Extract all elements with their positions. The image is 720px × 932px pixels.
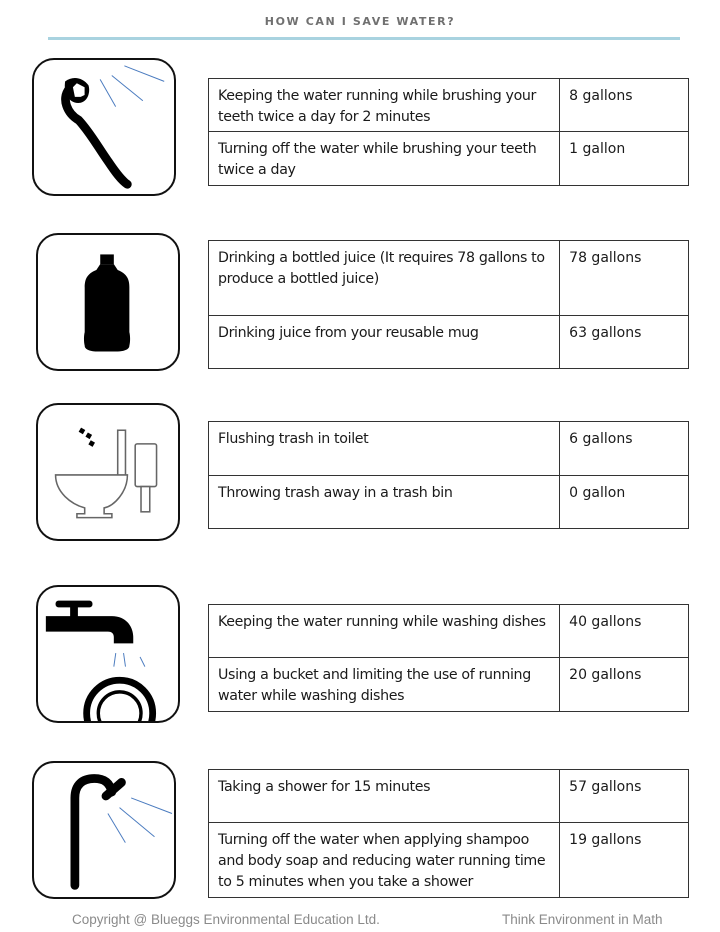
table-row xyxy=(209,658,689,712)
table-row xyxy=(209,605,689,658)
table-row xyxy=(209,476,689,529)
amount-cell: 20 gallons xyxy=(560,658,689,712)
amount-cell: 40 gallons xyxy=(560,605,689,658)
toilet-icon-box xyxy=(36,403,180,541)
activity-cell: Taking a shower for 15 minutes xyxy=(209,770,560,823)
activity-cell: Using a bucket and limiting the use of running water while washing dishes xyxy=(209,658,560,712)
title-divider xyxy=(48,37,680,40)
toothbrush-icon-box xyxy=(32,58,176,196)
table-row xyxy=(209,241,689,316)
water-usage-table-juice xyxy=(208,240,689,369)
page-title: HOW CAN I SAVE WATER? xyxy=(264,15,456,28)
amount-cell: 8 gallons xyxy=(560,79,689,132)
bottle-icon xyxy=(38,235,178,369)
toothbrush-icon xyxy=(34,60,174,194)
water-usage-table-shower xyxy=(208,769,689,898)
activity-cell: Drinking juice from your reusable mug xyxy=(209,316,560,369)
amount-cell: 78 gallons xyxy=(560,241,689,316)
activity-cell: Flushing trash in toilet xyxy=(209,422,560,476)
table-row xyxy=(209,316,689,369)
activity-cell: Keeping the water running while brushing your teeth twice a day for 2 minutes xyxy=(209,79,560,132)
table-row xyxy=(209,823,689,898)
table-row xyxy=(209,132,689,186)
activity-cell: Drinking a bottled juice (It requires 78 gallons to produce a bottled juice) xyxy=(209,241,560,316)
amount-cell: 0 gallon xyxy=(560,476,689,529)
amount-cell: 1 gallon xyxy=(560,132,689,186)
amount-cell: 19 gallons xyxy=(560,823,689,898)
activity-cell: Throwing trash away in a trash bin xyxy=(209,476,560,529)
table-row xyxy=(209,79,689,132)
activity-cell: Turning off the water when applying shampoo and body soap and reducing water running time to 5 minutes when you take a shower xyxy=(209,823,560,898)
table-row xyxy=(209,422,689,476)
footer-tagline: Think Environment in Math xyxy=(502,912,663,927)
amount-cell: 57 gallons xyxy=(560,770,689,823)
activity-cell: Turning off the water while brushing your teeth twice a day xyxy=(209,132,560,186)
shower-icon xyxy=(34,763,174,897)
water-usage-table-toilet xyxy=(208,421,689,529)
toilet-icon xyxy=(38,405,178,539)
amount-cell: 6 gallons xyxy=(560,422,689,476)
shower-icon-box xyxy=(32,761,176,899)
amount-cell: 63 gallons xyxy=(560,316,689,369)
table-row xyxy=(209,770,689,823)
faucet-dish-icon xyxy=(38,587,178,721)
footer-copyright: Copyright @ Blueggs Environmental Education Ltd. xyxy=(72,912,380,927)
water-usage-table-brushing xyxy=(208,78,689,186)
faucet-dish-icon-box xyxy=(36,585,180,723)
water-usage-table-dishes xyxy=(208,604,689,712)
bottle-icon-box xyxy=(36,233,180,371)
activity-cell: Keeping the water running while washing dishes xyxy=(209,605,560,658)
